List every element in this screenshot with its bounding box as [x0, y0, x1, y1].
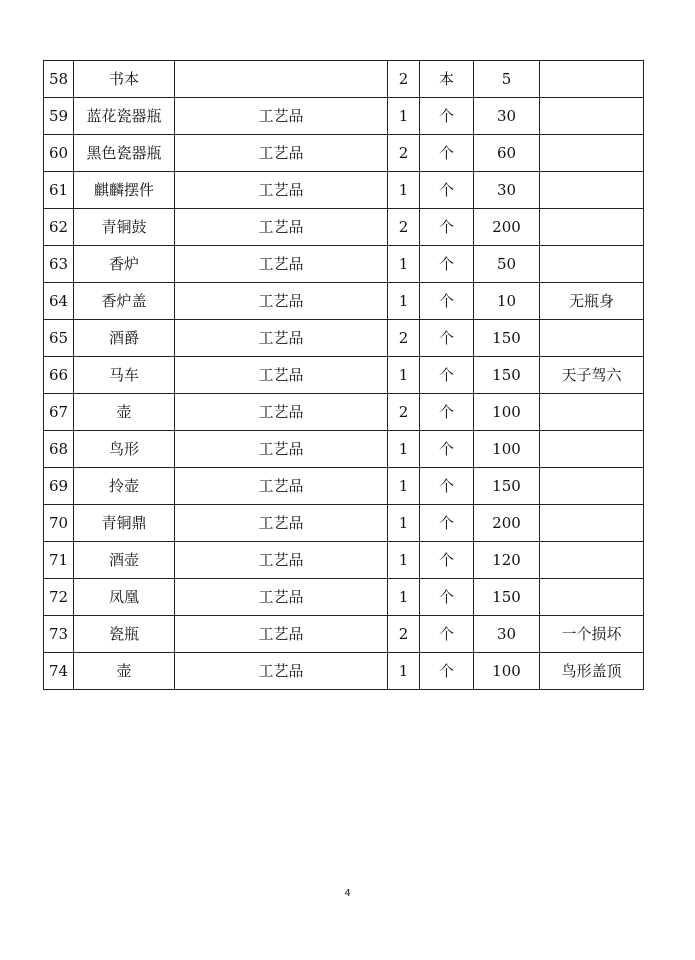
- cell-unit: 个: [420, 394, 474, 431]
- cell-item-name: 壶: [74, 394, 175, 431]
- cell-category: 工艺品: [175, 135, 388, 172]
- table-row: [44, 653, 644, 690]
- cell-value: 200: [474, 209, 540, 246]
- cell-value: 150: [474, 468, 540, 505]
- cell-quantity: 1: [388, 431, 420, 468]
- cell-quantity: 1: [388, 246, 420, 283]
- cell-unit: 个: [420, 246, 474, 283]
- inventory-table: [43, 60, 644, 690]
- cell-unit: 本: [420, 61, 474, 98]
- cell-category: 工艺品: [175, 320, 388, 357]
- cell-unit: 个: [420, 505, 474, 542]
- page-number: 4: [344, 888, 351, 899]
- cell-number: 63: [44, 246, 74, 283]
- cell-value: 30: [474, 98, 540, 135]
- cell-unit: 个: [420, 653, 474, 690]
- cell-item-name: 书本: [74, 61, 175, 98]
- cell-category: 工艺品: [175, 579, 388, 616]
- cell-unit: 个: [420, 209, 474, 246]
- cell-quantity: 2: [388, 61, 420, 98]
- table-row: [44, 431, 644, 468]
- cell-number: 70: [44, 505, 74, 542]
- cell-quantity: 1: [388, 172, 420, 209]
- cell-note: [540, 579, 644, 616]
- cell-quantity: 1: [388, 579, 420, 616]
- table-row: [44, 579, 644, 616]
- cell-note: [540, 98, 644, 135]
- cell-note: [540, 505, 644, 542]
- cell-item-name: 拎壶: [74, 468, 175, 505]
- table-row: [44, 98, 644, 135]
- cell-quantity: 2: [388, 320, 420, 357]
- cell-note: [540, 135, 644, 172]
- cell-item-name: 马车: [74, 357, 175, 394]
- cell-unit: 个: [420, 283, 474, 320]
- cell-note: [540, 542, 644, 579]
- cell-number: 73: [44, 616, 74, 653]
- cell-unit: 个: [420, 542, 474, 579]
- table-row: [44, 394, 644, 431]
- table-row: [44, 357, 644, 394]
- cell-note: [540, 61, 644, 98]
- cell-category: 工艺品: [175, 616, 388, 653]
- cell-unit: 个: [420, 135, 474, 172]
- cell-item-name: 鸟形: [74, 431, 175, 468]
- cell-number: 62: [44, 209, 74, 246]
- table-row: [44, 616, 644, 653]
- cell-note: [540, 394, 644, 431]
- cell-category: 工艺品: [175, 209, 388, 246]
- cell-unit: 个: [420, 172, 474, 209]
- cell-item-name: 凤凰: [74, 579, 175, 616]
- cell-value: 50: [474, 246, 540, 283]
- cell-note: 一个损坏: [540, 616, 644, 653]
- cell-category: 工艺品: [175, 246, 388, 283]
- cell-note: 天子驾六: [540, 357, 644, 394]
- cell-item-name: 青铜鼓: [74, 209, 175, 246]
- cell-unit: 个: [420, 579, 474, 616]
- cell-item-name: 香炉: [74, 246, 175, 283]
- cell-quantity: 1: [388, 653, 420, 690]
- cell-item-name: 黑色瓷器瓶: [74, 135, 175, 172]
- table-row: [44, 542, 644, 579]
- cell-quantity: 1: [388, 98, 420, 135]
- cell-category: [175, 61, 388, 98]
- cell-unit: 个: [420, 98, 474, 135]
- cell-category: 工艺品: [175, 505, 388, 542]
- cell-number: 58: [44, 61, 74, 98]
- cell-quantity: 1: [388, 357, 420, 394]
- cell-unit: 个: [420, 616, 474, 653]
- table-row: [44, 246, 644, 283]
- cell-note: [540, 246, 644, 283]
- cell-note: [540, 431, 644, 468]
- cell-number: 71: [44, 542, 74, 579]
- cell-number: 72: [44, 579, 74, 616]
- cell-value: 60: [474, 135, 540, 172]
- cell-item-name: 蓝花瓷器瓶: [74, 98, 175, 135]
- cell-value: 150: [474, 357, 540, 394]
- cell-value: 5: [474, 61, 540, 98]
- cell-value: 100: [474, 394, 540, 431]
- cell-quantity: 1: [388, 283, 420, 320]
- cell-note: [540, 468, 644, 505]
- cell-category: 工艺品: [175, 653, 388, 690]
- cell-number: 65: [44, 320, 74, 357]
- cell-quantity: 2: [388, 394, 420, 431]
- cell-note: [540, 320, 644, 357]
- cell-number: 66: [44, 357, 74, 394]
- cell-quantity: 2: [388, 209, 420, 246]
- cell-category: 工艺品: [175, 357, 388, 394]
- cell-item-name: 酒壶: [74, 542, 175, 579]
- cell-quantity: 1: [388, 468, 420, 505]
- cell-value: 120: [474, 542, 540, 579]
- cell-number: 61: [44, 172, 74, 209]
- cell-value: 200: [474, 505, 540, 542]
- cell-item-name: 香炉盖: [74, 283, 175, 320]
- cell-category: 工艺品: [175, 431, 388, 468]
- cell-unit: 个: [420, 468, 474, 505]
- cell-item-name: 壶: [74, 653, 175, 690]
- cell-value: 150: [474, 579, 540, 616]
- cell-value: 30: [474, 172, 540, 209]
- table-row: [44, 320, 644, 357]
- cell-category: 工艺品: [175, 468, 388, 505]
- table-row: [44, 505, 644, 542]
- cell-item-name: 酒爵: [74, 320, 175, 357]
- cell-unit: 个: [420, 320, 474, 357]
- cell-number: 64: [44, 283, 74, 320]
- cell-category: 工艺品: [175, 394, 388, 431]
- cell-quantity: 1: [388, 505, 420, 542]
- table-row: [44, 135, 644, 172]
- table-row: [44, 172, 644, 209]
- cell-number: 67: [44, 394, 74, 431]
- cell-category: 工艺品: [175, 283, 388, 320]
- inventory-table-body: [44, 61, 644, 690]
- cell-number: 74: [44, 653, 74, 690]
- cell-value: 100: [474, 431, 540, 468]
- cell-value: 150: [474, 320, 540, 357]
- cell-item-name: 青铜鼎: [74, 505, 175, 542]
- cell-item-name: 瓷瓶: [74, 616, 175, 653]
- cell-note: 鸟形盖顶: [540, 653, 644, 690]
- cell-quantity: 1: [388, 542, 420, 579]
- cell-number: 59: [44, 98, 74, 135]
- cell-category: 工艺品: [175, 542, 388, 579]
- cell-unit: 个: [420, 431, 474, 468]
- cell-value: 10: [474, 283, 540, 320]
- cell-number: 69: [44, 468, 74, 505]
- cell-number: 60: [44, 135, 74, 172]
- cell-number: 68: [44, 431, 74, 468]
- cell-quantity: 2: [388, 135, 420, 172]
- table-row: [44, 61, 644, 98]
- cell-quantity: 2: [388, 616, 420, 653]
- cell-value: 100: [474, 653, 540, 690]
- table-row: [44, 283, 644, 320]
- table-row: [44, 468, 644, 505]
- table-row: [44, 209, 644, 246]
- cell-item-name: 麒麟摆件: [74, 172, 175, 209]
- cell-note: [540, 172, 644, 209]
- cell-value: 30: [474, 616, 540, 653]
- cell-note: 无瓶身: [540, 283, 644, 320]
- cell-category: 工艺品: [175, 98, 388, 135]
- cell-note: [540, 209, 644, 246]
- cell-category: 工艺品: [175, 172, 388, 209]
- cell-unit: 个: [420, 357, 474, 394]
